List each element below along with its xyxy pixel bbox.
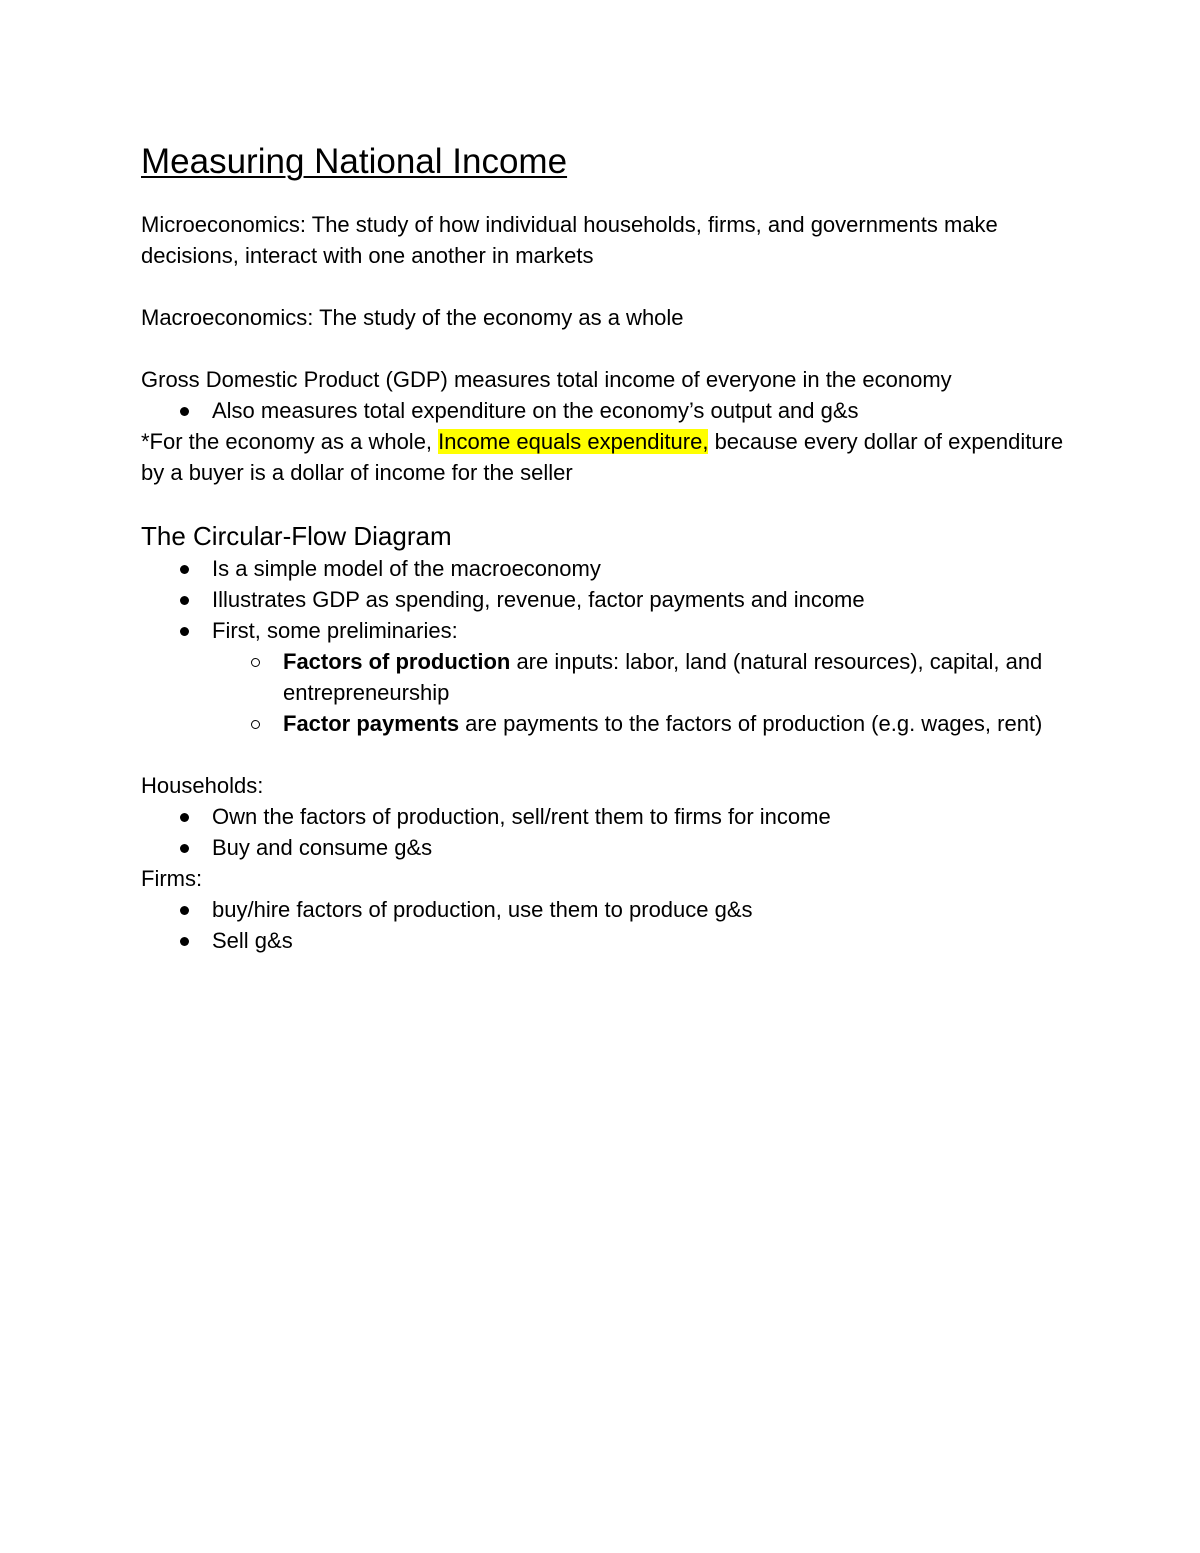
circular-flow-list: [141, 553, 1071, 739]
micro-definition: Microeconomics: The study of how individual households, firms, and governments make decisions, interact with one another in markets: [141, 212, 998, 268]
firms-list: [141, 894, 1071, 956]
list-item: [141, 894, 1071, 925]
bullet-icon: [180, 906, 189, 915]
highlighted-text: Income equals expenditure,: [438, 429, 709, 454]
hollow-bullet-icon: [251, 658, 260, 667]
households-label: Households:: [141, 773, 264, 798]
bullet-icon: [180, 937, 189, 946]
gdp-definition: Gross Domestic Product (GDP) measures total income of everyone in the economy: [141, 367, 952, 392]
list-item-text: Is a simple model of the macroeconomy: [212, 556, 601, 581]
list-item: [141, 395, 1071, 426]
list-item-text: Illustrates GDP as spending, revenue, factor payments and income: [212, 587, 865, 612]
note-text-after: because every dollar of expenditure by a buyer is a dollar of income for the seller: [141, 429, 1064, 485]
term-bold: Factor payments: [283, 711, 460, 736]
term-bold: Factors of production: [283, 649, 511, 674]
section-heading: The Circular-Flow Diagram: [141, 521, 452, 551]
sub-list: [141, 646, 1071, 739]
document-title: Measuring National Income: [141, 142, 568, 181]
list-item-text: Buy and consume g&s: [212, 835, 433, 860]
sub-list-item: [141, 708, 1071, 739]
term-description: are inputs: labor, land (natural resources), capital, and entrepreneurship: [283, 649, 1043, 705]
firms-label: Firms:: [141, 866, 203, 891]
bullet-icon: [180, 407, 189, 416]
spacer: [141, 271, 1071, 302]
income-expenditure-note: [141, 426, 1071, 488]
households-list: [141, 801, 1071, 863]
list-item: [141, 615, 1071, 739]
bullet-icon: [180, 813, 189, 822]
bullet-icon: [180, 627, 189, 636]
term-description: are payments to the factors of production (e.g. wages, rent): [459, 711, 1043, 736]
document-page: [141, 140, 1071, 956]
sub-list-item: [141, 646, 1071, 708]
spacer: [141, 333, 1071, 364]
list-item-text: buy/hire factors of production, use them to produce g&s: [212, 897, 753, 922]
bullet-icon: [180, 844, 189, 853]
list-item: [141, 801, 1071, 832]
spacer: [141, 739, 1071, 770]
gdp-bullet-list: [141, 395, 1071, 426]
list-item: [141, 553, 1071, 584]
note-text-before: *For the economy as a whole,: [141, 429, 439, 454]
list-item-text: Own the factors of production, sell/rent them to firms for income: [212, 804, 831, 829]
list-item-text: Sell g&s: [212, 928, 293, 953]
list-item: [141, 925, 1071, 956]
macro-definition: Macroeconomics: The study of the economy as a whole: [141, 305, 684, 330]
list-item: [141, 584, 1071, 615]
list-item-text: Also measures total expenditure on the economy’s output and g&s: [212, 398, 859, 423]
list-item: [141, 832, 1071, 863]
bullet-icon: [180, 565, 189, 574]
bullet-icon: [180, 596, 189, 605]
hollow-bullet-icon: [251, 720, 260, 729]
list-item-text: First, some preliminaries:: [212, 618, 458, 643]
spacer: [141, 488, 1071, 515]
